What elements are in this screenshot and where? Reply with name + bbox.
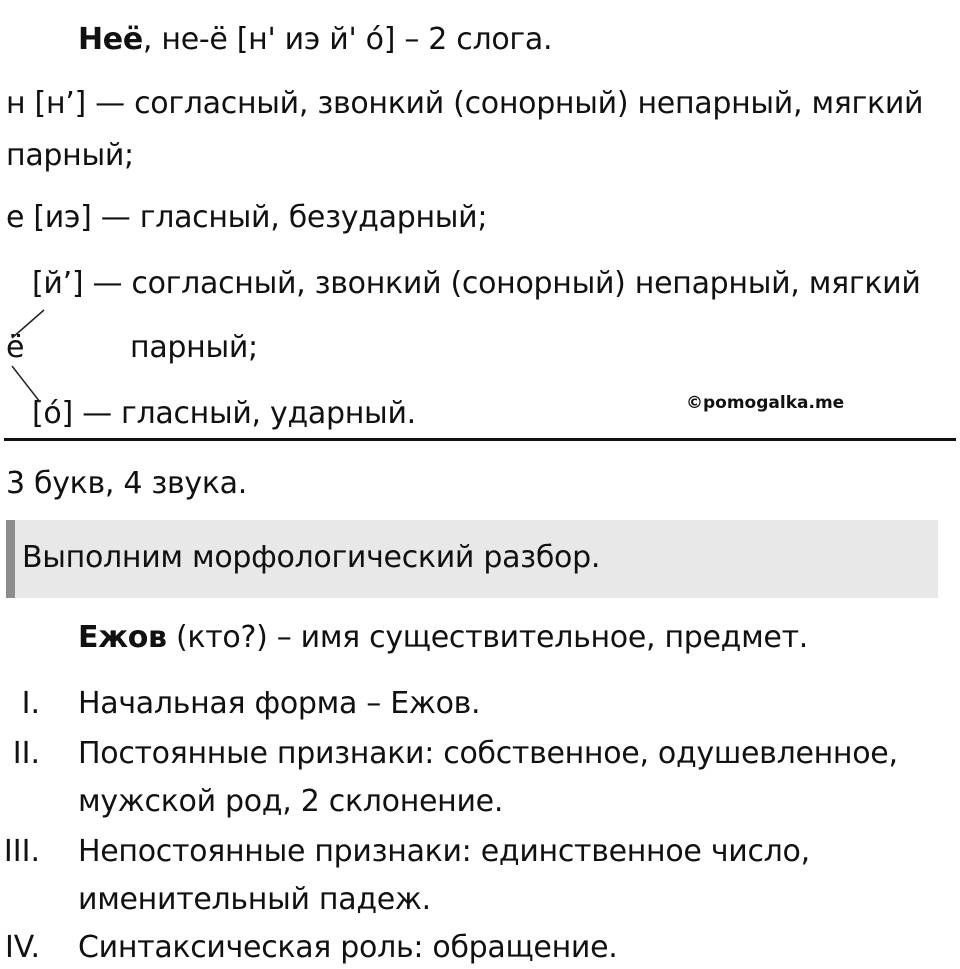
sound-o-line: [о́] — гласный, ударный. xyxy=(32,396,416,431)
list-item-variable-features: Непостоянные признаки: единственное число, xyxy=(78,834,810,869)
list-item-syntactic-role: Синтаксическая роль: обращение. xyxy=(78,930,618,965)
watermark: ©pomogalka.me xyxy=(686,393,845,413)
sound-n-line-2: парный; xyxy=(6,138,134,173)
list-item-variable-features-cont: именительный падеж. xyxy=(78,882,431,917)
list-number: I. xyxy=(21,686,40,721)
list-item-initial-form: Начальная форма – Ежов. xyxy=(78,686,481,721)
callout-text: Выполним морфологический разбор. xyxy=(22,540,601,575)
sound-j-line-1: [й’] — согласный, звонкий (сонорный) непарный, мягкий xyxy=(32,266,921,301)
list-number: II. xyxy=(12,736,40,771)
heading-transcription: , не-ё [н' иэ й' о́] – 2 слога. xyxy=(142,22,553,57)
sound-j-line-2: парный; xyxy=(130,330,258,365)
list-item-constant-features: Постоянные признаки: собственное, одушевленное, xyxy=(78,736,898,771)
morph-head-description: (кто?) – имя существительное, предмет. xyxy=(166,620,809,655)
morph-head-word: Ежов xyxy=(78,620,167,655)
sound-e-line: е [иэ] — гласный, безударный; xyxy=(6,200,488,235)
list-number: IV. xyxy=(4,930,40,965)
heading-word: Неё xyxy=(78,22,143,57)
sound-n-line-1: н [н’] — согласный, звонкий (сонорный) непарный, мягкий xyxy=(6,86,924,121)
callout-accent-bar xyxy=(6,520,15,598)
list-number: III. xyxy=(3,834,40,869)
morph-heading xyxy=(78,620,808,656)
letter-yo: ё xyxy=(6,330,25,365)
section-divider xyxy=(4,438,956,441)
list-item-constant-features-cont: мужской род, 2 склонение. xyxy=(78,784,504,819)
summary-text: 3 букв, 4 звука. xyxy=(6,466,248,501)
morph-callout xyxy=(6,520,938,598)
